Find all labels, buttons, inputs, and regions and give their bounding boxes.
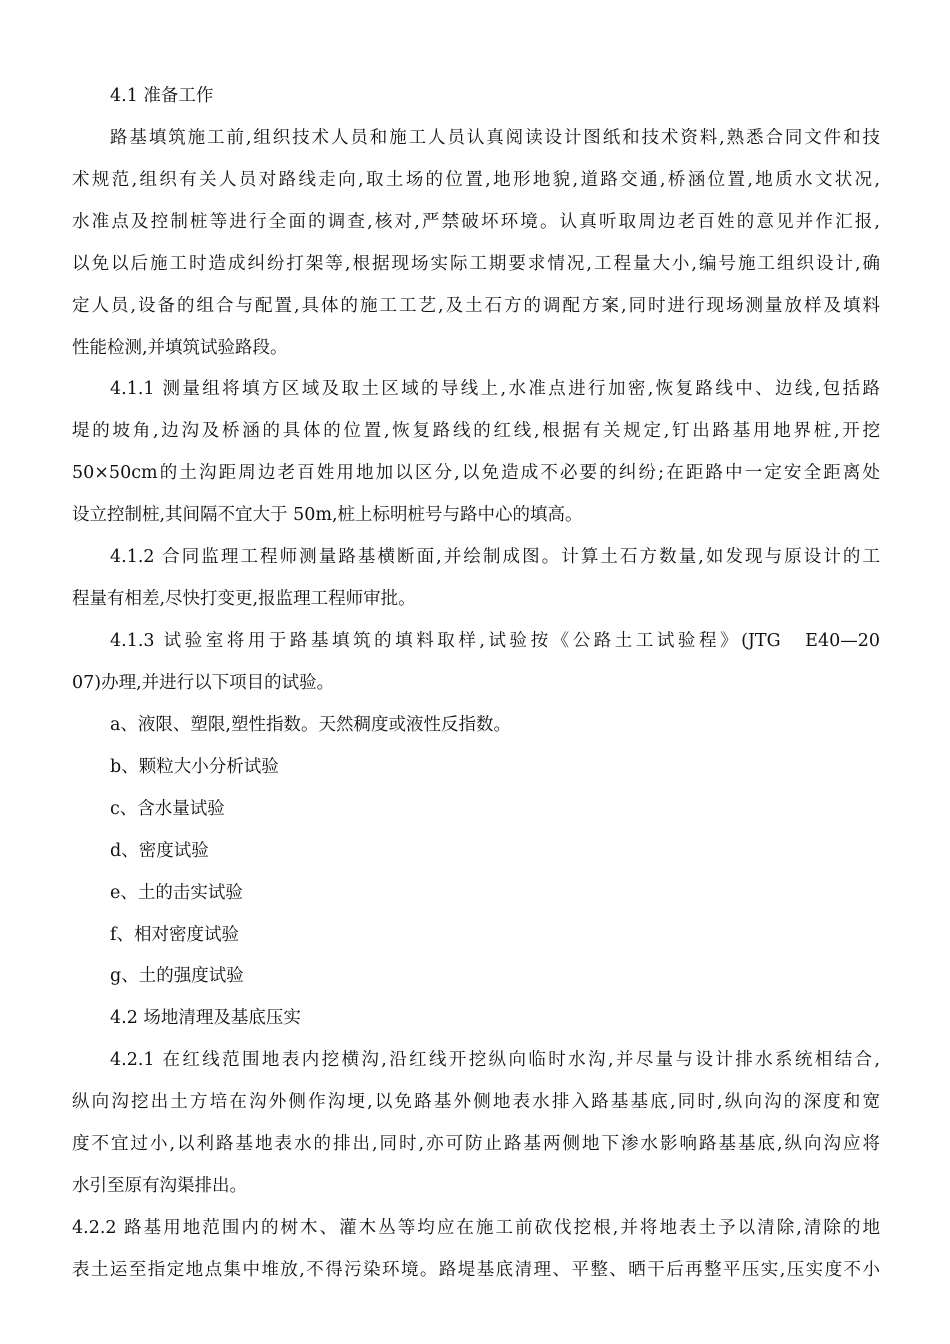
list-item: e、土的击实试验	[110, 883, 243, 903]
paragraph-line: 4.2.1 在红线范围地表内挖横沟,沿红线开挖纵向临时水沟,并尽量与设计排水系统相结合,	[110, 1050, 880, 1070]
paragraph-line: 表土运至指定地点集中堆放,不得污染环境。路堤基底清理、平整、晒干后再整平压实,压实度不小	[72, 1260, 880, 1280]
paragraph-line: 度不宜过小,以利路基地表水的排出,同时,亦可防止路基两侧地下渗水影响路基基底,纵向沟应将	[72, 1134, 880, 1154]
paragraph-line: 路基填筑施工前,组织技术人员和施工人员认真阅读设计图纸和技术资料,熟悉合同文件和技	[110, 128, 880, 148]
list-item: d、密度试验	[110, 841, 209, 861]
paragraph-line: 性能检测,并填筑试验路段。	[72, 338, 288, 358]
paragraph-line: 07)办理,并进行以下项目的试验。	[72, 673, 335, 693]
list-item: g、土的强度试验	[110, 966, 244, 986]
paragraph-line: 4.1.1 测量组将填方区域及取土区域的导线上,水准点进行加密,恢复路线中、边线,包括路	[110, 379, 880, 399]
paragraph-line: 堤的坡角,边沟及桥涵的具体的位置,恢复路线的红线,根据有关规定,钉出路基用地界桩,开挖	[72, 421, 880, 441]
paragraph-line: 纵向沟挖出土方培在沟外侧作沟埂,以免路基外侧地表水排入路基基底,同时,纵向沟的深度和宽	[72, 1092, 880, 1112]
paragraph-line: 设立控制桩,其间隔不宜大于 50m,桩上标明桩号与路中心的填高。	[72, 505, 583, 525]
paragraph-line: 4.1.3 试验室将用于路基填筑的填料取样,试验按《公路土工试验程》(JTG E40—20	[110, 631, 880, 651]
heading-4-1: 4.1 准备工作	[110, 86, 214, 106]
list-item: c、含水量试验	[110, 799, 225, 819]
list-item: b、颗粒大小分析试验	[110, 757, 279, 777]
paragraph-line: 程量有相差,尽快打变更,报监理工程师审批。	[72, 589, 416, 609]
list-item: f、相对密度试验	[110, 925, 239, 945]
list-item: a、液限、塑限,塑性指数。天然稠度或液性反指数。	[110, 715, 511, 735]
heading-4-2: 4.2 场地清理及基底压实	[110, 1008, 301, 1028]
paragraph-line: 4.1.2 合同监理工程师测量路基横断面,并绘制成图。计算土石方数量,如发现与原设计的工	[110, 547, 880, 567]
paragraph-line: 4.2.2 路基用地范围内的树木、灌木丛等均应在施工前砍伐挖根,并将地表土予以清除,清除的地	[72, 1218, 880, 1238]
paragraph-line: 水引至原有沟渠排出。	[72, 1176, 247, 1196]
paragraph-line: 水准点及控制桩等进行全面的调查,核对,严禁破坏环境。认真听取周边老百姓的意见并作汇报,	[72, 212, 880, 232]
paragraph-line: 以免以后施工时造成纠纷打架等,根据现场实际工期要求情况,工程量大小,编号施工组织设计,确	[72, 254, 880, 274]
paragraph-line: 术规范,组织有关人员对路线走向,取土场的位置,地形地貌,道路交通,桥涵位置,地质水文状况,	[72, 170, 880, 190]
paragraph-line: 定人员,设备的组合与配置,具体的施工工艺,及土石方的调配方案,同时进行现场测量放样及填料	[72, 296, 880, 316]
paragraph-line: 50×50cm的土沟距周边老百姓用地加以区分,以免造成不必要的纠纷;在距路中一定安全距离处	[72, 463, 880, 483]
